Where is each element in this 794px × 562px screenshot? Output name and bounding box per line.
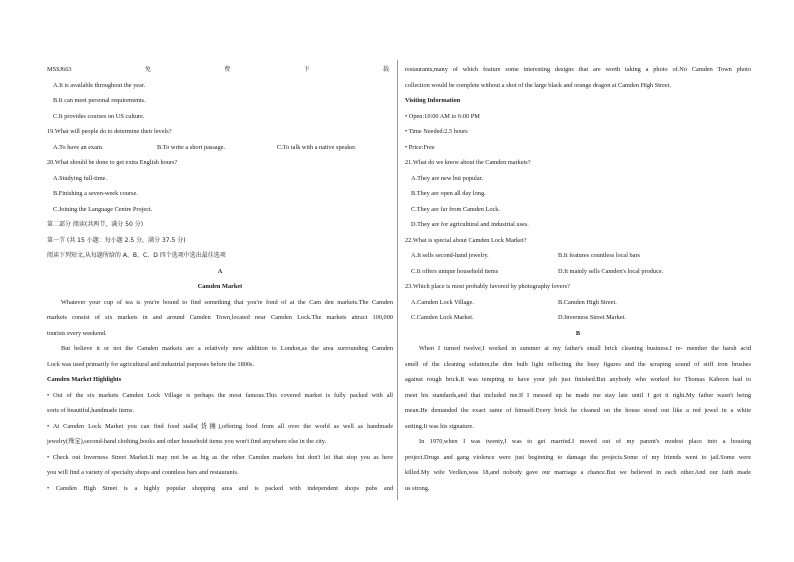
info-item: • Time Needed:2.5 hours (405, 128, 468, 135)
section-heading: 第二部分 阅读(共两节，满分 50 分) (47, 221, 144, 228)
option-line: A.It is available throughout the year. (53, 81, 146, 89)
instruction: 阅读下列短文,从每题所给的 A、B、C、D 四个选项中选出最佳选项 (47, 252, 226, 259)
bullet-line: • Camden High Street is a highly popular shopping area and is packed with independent shops pubs and (47, 484, 393, 492)
bullet-line: • Check out Inverness Street Market.It may not be as big as the other Camden markets but don't let that stop you as here (47, 453, 393, 461)
passage-title: Camden Market (197, 283, 243, 290)
option-line: C.It provides courses on US culture. (53, 112, 145, 120)
option-line: D.They are for agricultural and industrial uses. (411, 221, 529, 228)
header-char: 费 (224, 66, 231, 73)
paragraph-line: tourists every weekend. (47, 329, 107, 337)
bullet-line: • At Camden Lock Market you can find food stalls(货摊),offering food from all over the world as well as handmade (47, 422, 393, 430)
subsection-heading: 第一节 (共 15 小题：每小题 2.5 分，满分 37.5 分) (47, 236, 186, 244)
question-21: 21.What do we know about the Camden markets? (405, 159, 531, 166)
bullet-line: you will find a variety of specialty shops and countless bars and restaurants. (47, 469, 239, 476)
left-column (47, 62, 393, 496)
question-19-options (47, 140, 393, 156)
option: B.Camden High Street. (558, 298, 617, 306)
section-title: Visiting Information (405, 97, 461, 104)
option: C.To talk with a native speaker. (277, 143, 357, 151)
option-line: A.They are new but popular. (411, 174, 484, 182)
passage-letter: B (575, 329, 581, 337)
paragraph-line: against rough brick.It was tempting to have your job just finished.But anybody who worked for Thomas Kahoon had to (405, 376, 751, 383)
question-20: 20.What should be done to get extra English hours? (47, 159, 178, 166)
info-item: • Price:Free (405, 143, 435, 151)
question-22-options (405, 264, 751, 280)
question-23-options (405, 295, 751, 311)
paragraph-line: us strong. (405, 484, 430, 492)
option: C.Camden Lock Market. (411, 314, 474, 321)
doc-code: MSSJ663 (47, 66, 72, 73)
column-divider (397, 60, 398, 500)
paragraph-line: Whatever your cup of tea is you're bound to find something that you're fond of at the Cam den markets.The Camden (61, 298, 393, 306)
paragraph-line: project.Drugs and gang violence were just beginning to damage the projects.Some of my friends went to jail.Some were (405, 453, 751, 461)
paragraph-line: In 1970,when I was twenty,I was to get married.I moved out of my parent's modest place into a housing (419, 438, 751, 445)
option: A.To have an exam. (53, 143, 104, 151)
paragraph-line: smell of the cleaning solution,the dim bulb light reflecting the busy figures and the scraping sound of stiff iron brushes (405, 360, 751, 368)
bullet-line: • Out of the six markets Camden Lock Village is perhaps the most famous.This covered market is fully packed with all (47, 391, 393, 399)
option-line: C.They are far from Camden Lock. (411, 205, 500, 213)
option: A.It sells second-hand jewelry. (411, 252, 489, 259)
page-header (47, 62, 393, 78)
option: B.To write a short passage. (157, 143, 226, 151)
passage-letter: A (217, 267, 223, 275)
question-22: 22.What is special about Camden Lock Market? (405, 236, 527, 244)
paragraph-line: setting.It was his signature. (405, 422, 474, 430)
header-char: 载 (382, 66, 389, 73)
section-title: Camden Market Highlights (47, 376, 122, 383)
paragraph-line: killed.My wife Verllen,was 18,and nobody gave our marriage a chance.But we believed in each other.And our faith made (405, 469, 751, 476)
option-line: B.Finishing a seven-week course. (53, 190, 138, 197)
paragraph-line: Lock was used primarily for agricultural and industrial purposes before the 1800s. (47, 360, 255, 368)
info-item: • Open:10:00 AM to 6:00 PM (405, 112, 480, 120)
bullet-line: jewelry(珠宝),second-hand clothing,books and other household items you won't find anywhere else in the city. (47, 438, 327, 445)
option-line: A.Studying full-time. (53, 174, 108, 182)
header-char: 免 (144, 66, 151, 73)
right-column (405, 62, 751, 496)
option: D.Inverness Street Market. (558, 314, 626, 321)
question-22-options (405, 248, 751, 264)
header-char: 下 (303, 66, 310, 73)
question-19: 19.What will people do to determine their levels? (47, 128, 172, 135)
option: A.Camden Lock Village. (411, 298, 474, 306)
question-23-options (405, 310, 751, 326)
option: B.It features countless local bars (558, 252, 641, 259)
option: D.It mainly sells Camden's local produce. (558, 267, 664, 275)
paragraph-line: But believe it or not the Camden markets are a relatively new addition to London,as the area surrounding Camden (61, 345, 393, 352)
paragraph-line: restaurants,many of which feature some interesting designs that are worth taking a photo of.No Camden Town photo (405, 66, 751, 73)
paragraph-line: collection would be complete without a shot of the large black and orange dragon at Camden High Street. (405, 81, 672, 89)
option-line: B.They are open all day long. (411, 190, 486, 197)
paragraph-line: meet his standards,and that included me.If I messed up he made me stay late until I got it right.My father wasn't being (405, 391, 751, 399)
question-23: 23.Which place is most probably favored by photography lovers? (405, 283, 570, 290)
bullet-line: sorts of beautiful,handmade items. (47, 407, 134, 414)
paragraph-line: When I turned twelve,I worked in summer at my father's small brick cleaning business.I re- member the harsh acid (419, 345, 751, 352)
option: C.It offers unique household items (411, 267, 499, 275)
paragraph-line: mean.He demanded the exact same of himself.Every brick he cleaned on the house stood out like a red jewel in a white (405, 407, 751, 414)
option-line: C.Joining the Language Centre Project. (53, 205, 153, 213)
paragraph-line: markets consist of six markets in and around Camden Town,located near Camden Lock.The markets attract 100,000 (47, 314, 393, 321)
option-line: B.It can meet personal requirements. (53, 97, 146, 104)
